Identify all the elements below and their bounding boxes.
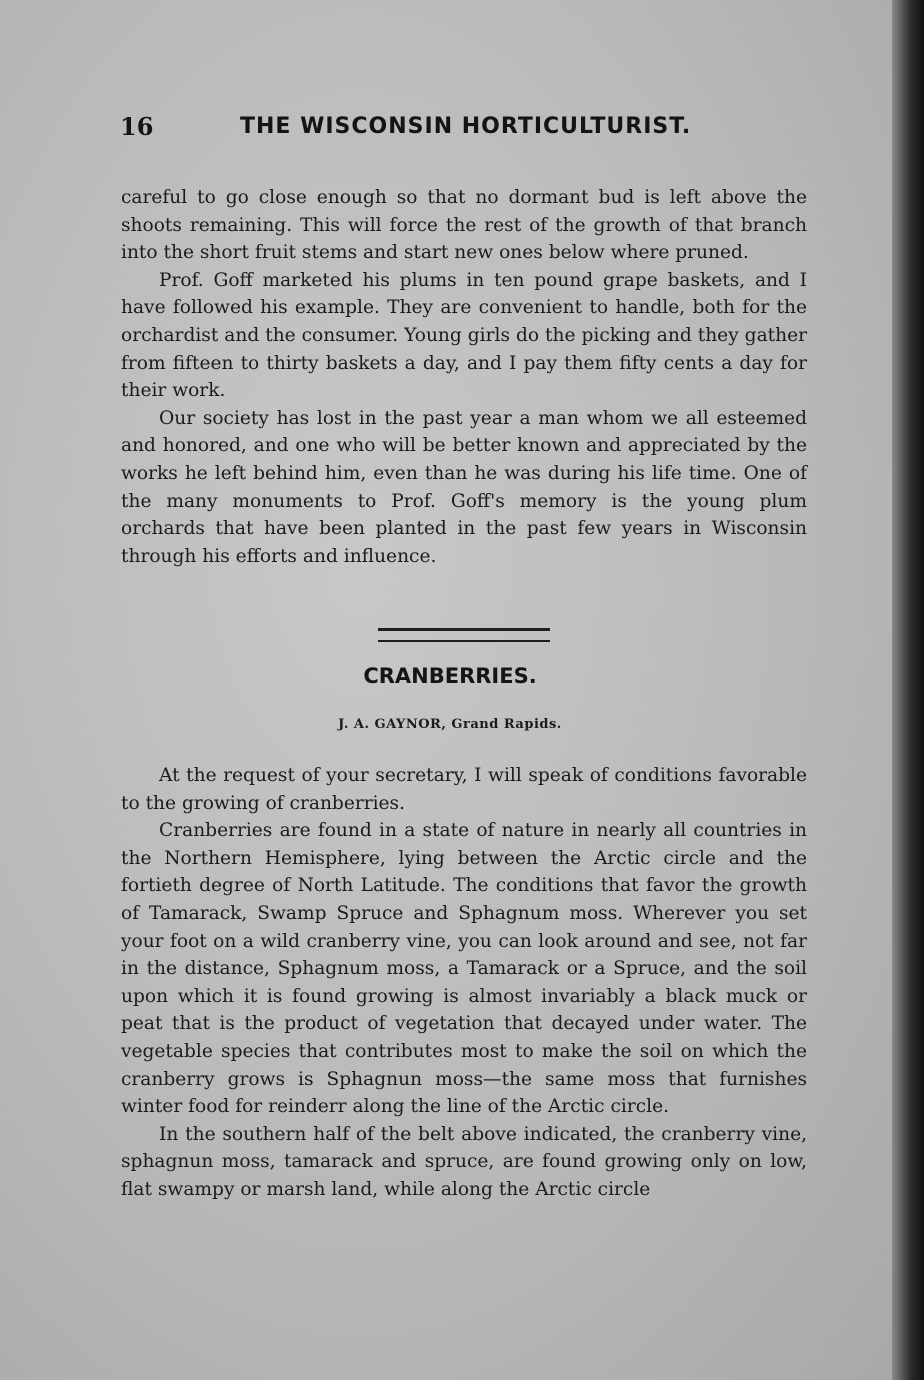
paragraph: Cranberries are found in a state of nature in nearly all countries in the Northern Hemisphere, lying between the Arctic circle and the fortieth degree of North Latitude. The conditions that favor the growth of Tamarack, Swamp Spruce and Sphagnum moss. Wherever you set your foot on a wild cranberry vine, you can look around and see, not far in the distance, Sphagnum moss, a Tamarack or a Spruce, and the soil upon which it is found growing is almost invariably a black muck or peat that is the product of vegetation that decayed under water. The vegetable species that contributes most to make the soil on which the cranberry grows is Sphagnun moss—the same moss that furnishes winter food for reinderr along the line of the Arctic circle. [121,820,807,1118]
section-divider [378,628,550,642]
running-title: THE WISCONSIN HORTICULTURIST. [240,114,692,139]
page-header [120,112,810,148]
article-body [121,762,807,1204]
paragraph: In the southern half of the belt above indicated, the cranberry vine, sphagnun moss, tamarack and spruce, are found growing only on low, flat swampy or marsh land, while along the Arctic circle [121,1123,807,1200]
page-number: 16 [120,112,154,141]
article-byline: J. A. GAYNOR, Grand Rapids. [338,717,562,732]
paragraph: Prof. Goff marketed his plums in ten pound grape baskets, and I have followed his example. They are convenient to handle, both for the orchardist and the consumer. Young girls do the picking and they gather from fifteen to thirty baskets a day, and I pay them fifty cents a day for their work. [121,269,807,402]
continued-article-text [121,184,807,570]
page-edge-shadow [892,0,924,1380]
paragraph: At the request of your secretary, I will speak of conditions favorable to the growing of cranberries. [121,765,807,814]
article-title: CRANBERRIES. [363,664,537,688]
paragraph: careful to go close enough so that no dormant bud is left above the shoots remaining. This will force the rest of the growth of that branch into the short fruit stems and start new ones below where pruned. [121,187,807,264]
paragraph: Our society has lost in the past year a man whom we all esteemed and honored, and one who will be better known and appreciated by the works he left behind him, even than he was during his life time. One of the many monuments to Prof. Goff's memory is the young plum orchards that have been planted in the past few years in Wisconsin through his efforts and influence. [121,407,807,567]
